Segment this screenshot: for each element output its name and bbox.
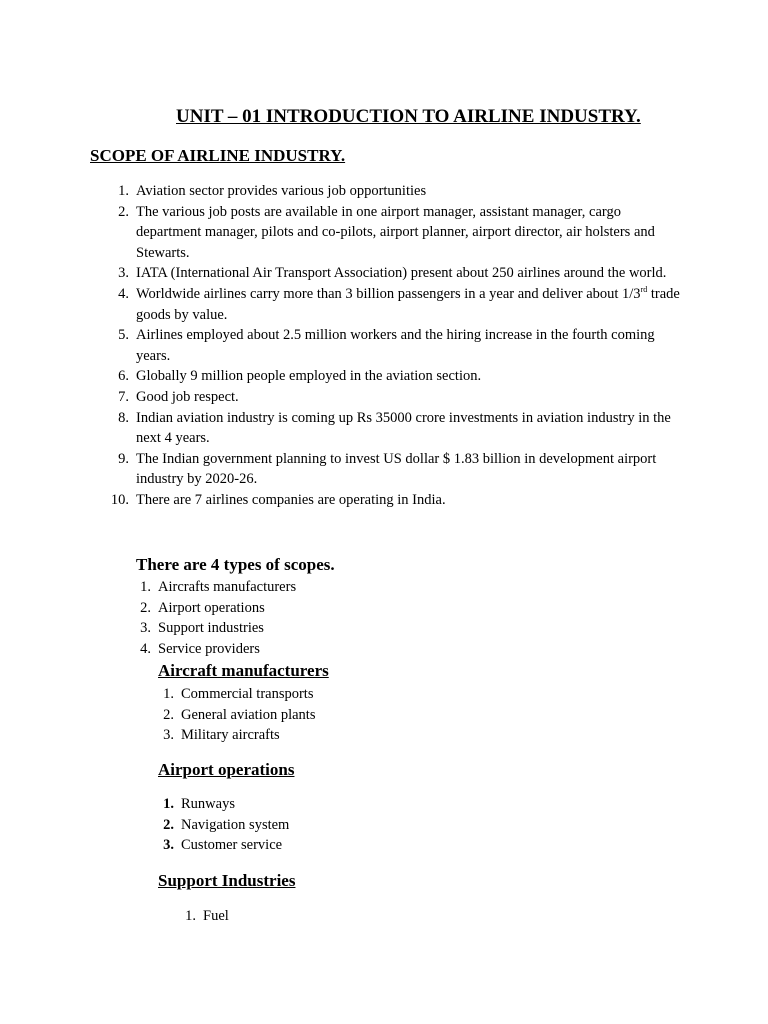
list-number: 1. [140,579,151,595]
scope-list [110,181,681,511]
list-item [163,725,481,746]
list-item-text: Fuel [203,908,229,924]
list-item-text: There are 7 airlines companies are operating in India. [136,491,446,508]
list-number: 8. [118,409,129,426]
list-item [118,181,681,202]
list-number: 3. [163,727,174,744]
list-item [118,366,681,387]
list-item-text: Military aircrafts [181,727,280,744]
list-number: 1. [163,796,174,812]
list-item [163,705,481,726]
aircraft-manufacturers-heading: Aircraft manufacturers [158,661,329,680]
list-item-text: Good job respect. [136,388,239,405]
manufacturers-list [163,684,481,746]
list-item-text: Commercial transports [181,686,314,702]
types-list [140,577,458,659]
list-item-text: Worldwide airlines carry more than 3 billion passengers in a year and deliver about 1/3 [136,285,641,302]
list-item-text: Airlines employed about 2.5 million workers and the hiring increase in the fourth coming years. [136,327,655,364]
list-number: 4. [118,285,129,302]
list-number: 2. [163,706,174,723]
list-item-text: Globally 9 million people employed in the aviation section. [136,368,482,385]
list-item-text: Airport operations [158,599,265,616]
list-item-text: The Indian government planning to invest US dollar $ 1.83 billion in development airport industry by 2020-26. [136,450,657,488]
operations-list [163,794,481,856]
list-item [140,577,458,598]
list-item [163,684,481,705]
list-item [118,284,681,325]
list-item-text: Indian aviation industry is coming up Rs 35000 crore investments in aviation industry in the next 4 years. [136,409,671,447]
list-item-text: Navigation system [181,816,290,833]
types-heading: There are 4 types of scopes. [136,555,335,574]
list-item-text: Customer service [181,837,283,854]
list-item-text: Aviation sector provides various job opportunities [136,183,427,199]
list-item [118,449,681,490]
list-item-text: The various job posts are available in one airport manager, assistant manager, cargo department manager, pilots and co-pilots, airport planner, airport director, air holsters and Stewarts. [136,203,655,261]
list-number: 7. [118,388,129,405]
list-number: 1. [185,908,196,924]
list-item [185,906,503,927]
list-number: 3. [140,620,151,637]
list-number: 9. [118,450,129,467]
list-item [140,639,458,660]
list-item [110,490,681,511]
list-item [118,325,681,366]
list-item [118,387,681,408]
list-item [118,202,681,264]
list-number: 5. [118,327,129,344]
list-number: 2. [140,599,151,616]
list-number: 10. [110,491,129,508]
scope-heading: SCOPE OF AIRLINE INDUSTRY. [90,146,346,165]
list-number: 2. [118,203,129,220]
list-item-text: Service providers [158,640,260,657]
list-item [140,618,458,639]
list-item [163,815,481,836]
list-item-text: Runways [181,796,235,812]
support-list [185,906,503,927]
list-number: 6. [118,368,129,385]
superscript: rd [640,285,648,295]
list-number: 3. [163,837,174,854]
list-item-text: Support industries [158,620,264,637]
list-item [140,598,458,619]
list-number: 1. [118,183,129,199]
list-item [163,835,481,856]
unit-title: UNIT – 01 INTRODUCTION TO AIRLINE INDUSTRY. [176,106,641,127]
list-item-text: trade goods by value. [136,285,680,323]
list-item-text: IATA (International Air Transport Association) present about 250 airlines around the world. [136,265,667,282]
list-number: 2. [163,816,174,833]
list-number: 1. [163,686,174,702]
airport-operations-heading: Airport operations [158,760,295,779]
list-number: 4. [140,640,151,657]
list-item-text: General aviation plants [181,706,316,723]
list-number: 3. [118,265,129,282]
list-item [118,263,681,284]
support-industries-heading: Support Industries [158,871,296,890]
list-item [118,408,681,449]
list-item [163,794,481,815]
list-item-text: Aircrafts manufacturers [158,579,297,595]
